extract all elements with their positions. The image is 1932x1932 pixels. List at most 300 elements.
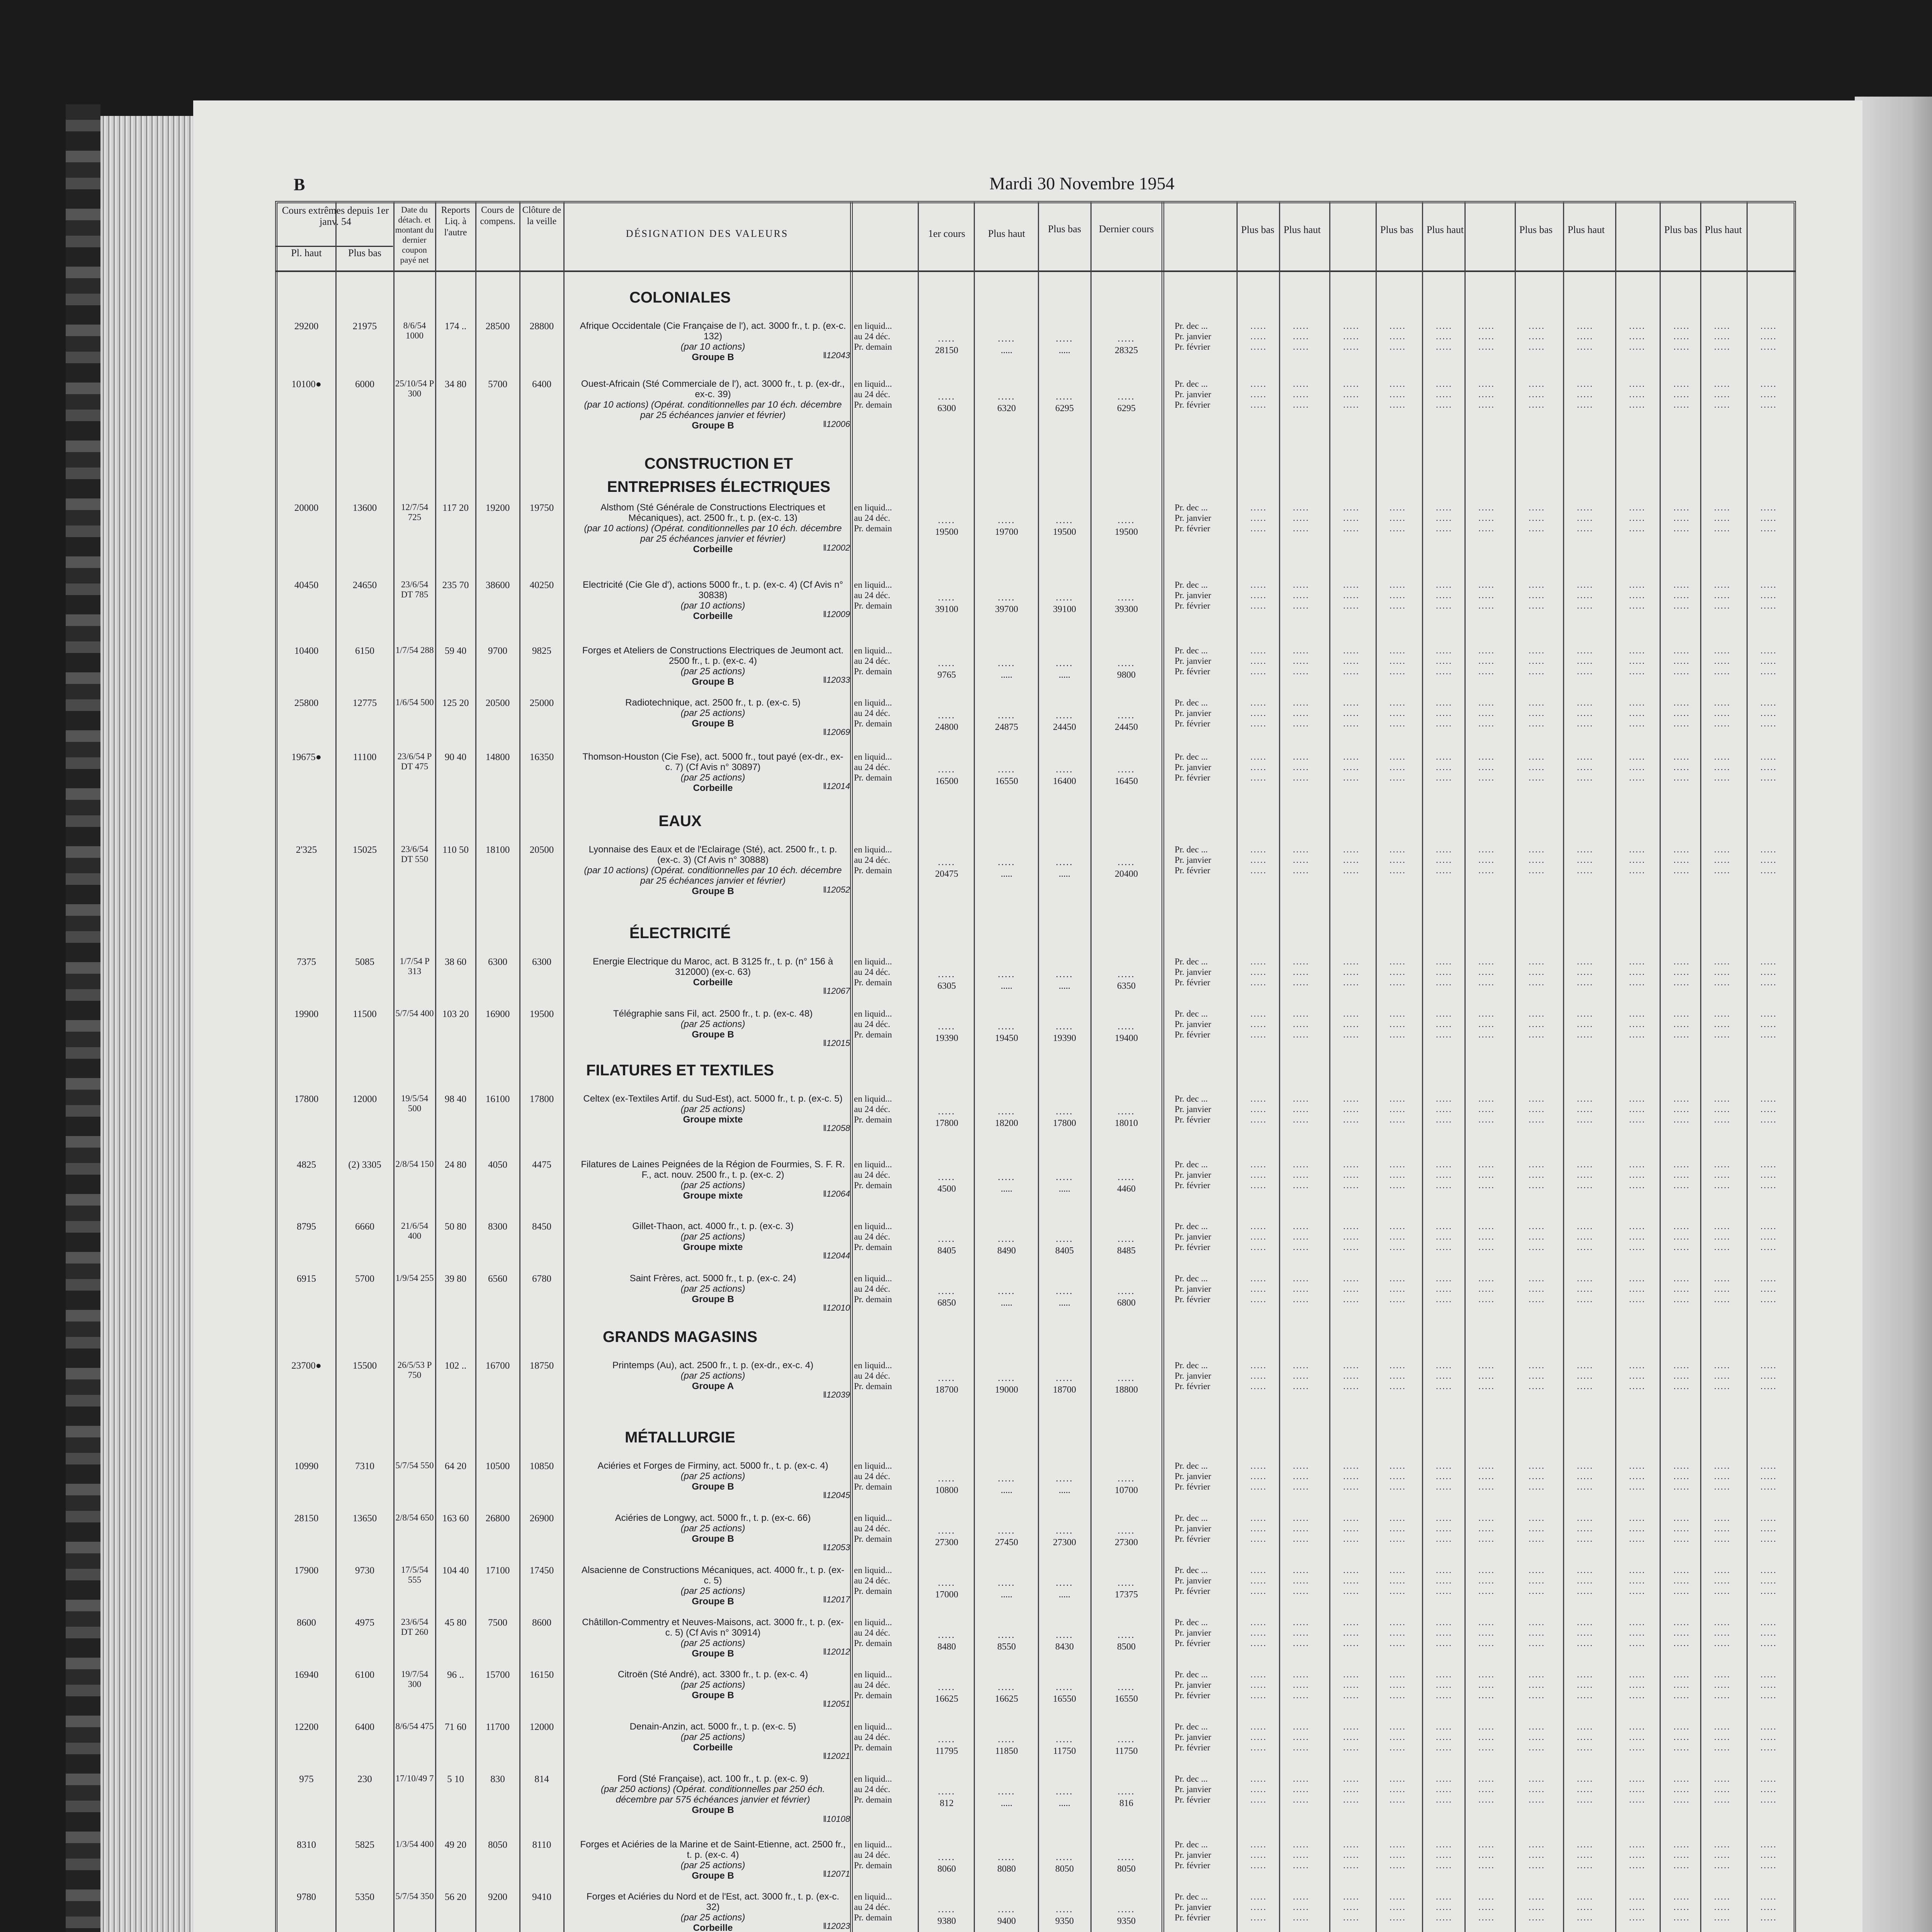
option-cell bbox=[1748, 1669, 1789, 1701]
option-cell bbox=[1565, 1094, 1605, 1125]
leader: ..... bbox=[998, 658, 1015, 668]
leader: ..... bbox=[1577, 1913, 1594, 1922]
leader: ..... bbox=[1436, 1180, 1452, 1190]
option-cell bbox=[1238, 752, 1279, 783]
lot-size: (par 25 actions) bbox=[680, 1471, 745, 1481]
option-cell bbox=[1238, 844, 1279, 876]
option-cell bbox=[1424, 1774, 1464, 1805]
phase-label: en liquid... bbox=[854, 1565, 892, 1575]
leader: ..... bbox=[1478, 866, 1495, 875]
leader: ..... bbox=[1293, 1180, 1310, 1190]
cell-coupon: 17/10/49 7 bbox=[395, 1774, 434, 1783]
cell-dernier-cours-value: 18800 bbox=[1115, 1385, 1138, 1395]
leader: ..... bbox=[1673, 1019, 1690, 1029]
option-cell bbox=[1331, 697, 1372, 729]
option-cell bbox=[1331, 1360, 1372, 1391]
cell-plus-haut bbox=[976, 969, 1037, 992]
leader: ..... bbox=[1250, 1576, 1267, 1585]
security-code: ‖12045 bbox=[823, 1490, 850, 1500]
leader: ..... bbox=[1714, 1680, 1731, 1690]
leader: ..... bbox=[1389, 1576, 1406, 1585]
leader: ..... bbox=[1577, 1170, 1594, 1180]
leader: ..... bbox=[1293, 667, 1310, 676]
leader: ..... bbox=[1529, 1482, 1545, 1492]
leader: ..... bbox=[1760, 1104, 1777, 1114]
leader: ..... bbox=[1293, 1381, 1310, 1391]
leader: ..... bbox=[1529, 1180, 1545, 1190]
leader: ..... bbox=[1343, 646, 1360, 655]
phase-label: Pr. demain bbox=[854, 1294, 892, 1304]
phase-label: Pr. demain bbox=[854, 601, 892, 611]
leader: ..... bbox=[1389, 1732, 1406, 1742]
cell-report: 125 20 bbox=[442, 698, 469, 708]
cell-premier-cours bbox=[920, 658, 974, 681]
leader: ..... bbox=[1577, 1892, 1594, 1901]
cell-dernier-cours-value: 27300 bbox=[1115, 1537, 1138, 1548]
leader: ..... bbox=[1673, 1170, 1690, 1180]
group: Corbeille bbox=[693, 611, 733, 621]
option-cell bbox=[1662, 321, 1702, 352]
option-cell bbox=[1238, 1565, 1279, 1596]
leader: ..... bbox=[1760, 698, 1777, 707]
phase-label: Pr. demain bbox=[854, 866, 892, 875]
leader: ..... bbox=[1250, 698, 1267, 707]
cell-pl-haut: 8795 bbox=[297, 1221, 316, 1232]
leader: ..... bbox=[1760, 1009, 1777, 1019]
leader: ..... bbox=[1577, 1180, 1594, 1190]
leader: ..... bbox=[1714, 503, 1731, 512]
phase-label: Pr. demain bbox=[854, 1586, 892, 1596]
designation bbox=[580, 645, 850, 687]
leader: ..... bbox=[1293, 1170, 1310, 1180]
leader: ..... bbox=[1760, 708, 1777, 718]
option-cell bbox=[1662, 1221, 1702, 1252]
leader: ..... bbox=[1389, 1774, 1406, 1784]
leader: ..... bbox=[1436, 1294, 1452, 1304]
leader: ..... bbox=[1389, 866, 1406, 875]
prime-label: Pr. février bbox=[1175, 1482, 1210, 1492]
prime-label: Pr. février bbox=[1175, 866, 1210, 875]
prime-label: Pr. janvier bbox=[1175, 1284, 1211, 1294]
option-cell bbox=[1702, 752, 1743, 783]
cell-plus-bas: 6100 bbox=[355, 1670, 374, 1680]
leader: ..... bbox=[1529, 978, 1545, 987]
option-cell bbox=[1238, 1721, 1279, 1753]
leader: ..... bbox=[938, 711, 956, 721]
leader: ..... bbox=[1343, 1892, 1360, 1901]
leader: ..... bbox=[1343, 1576, 1360, 1585]
leader: ..... bbox=[998, 1474, 1015, 1484]
option-cell bbox=[1748, 752, 1789, 783]
leader: ..... bbox=[1760, 1534, 1777, 1544]
leader: ..... bbox=[1250, 1274, 1267, 1283]
leader: ..... bbox=[1478, 1232, 1495, 1242]
leader: ..... bbox=[1056, 658, 1073, 668]
designation bbox=[580, 1774, 850, 1824]
leader: ..... bbox=[1629, 1009, 1646, 1019]
leader: ..... bbox=[1629, 1242, 1646, 1252]
leader: ..... bbox=[1714, 1180, 1731, 1190]
leader: ..... bbox=[998, 515, 1015, 526]
prime-label: Pr. dec ... bbox=[1175, 379, 1208, 389]
option-cell bbox=[1617, 1009, 1658, 1040]
prime-label: Pr. février bbox=[1175, 601, 1210, 611]
leader: ..... bbox=[1529, 1381, 1545, 1391]
leader: ..... bbox=[1529, 601, 1545, 611]
leader: ..... bbox=[1250, 1680, 1267, 1690]
option-cell bbox=[1617, 1839, 1658, 1871]
phase-label: au 24 déc. bbox=[854, 1680, 890, 1690]
cell-plus-haut-value: ..... bbox=[1001, 345, 1012, 355]
designation bbox=[580, 1461, 850, 1500]
leader: ..... bbox=[1056, 515, 1073, 526]
leader: ..... bbox=[998, 1787, 1015, 1797]
option-cell bbox=[1517, 1891, 1557, 1923]
cell-plus-haut-value: 8080 bbox=[997, 1864, 1016, 1874]
prime-labels bbox=[1175, 1891, 1233, 1923]
leader: ..... bbox=[1478, 1221, 1495, 1231]
option-cell bbox=[1424, 645, 1464, 677]
leader: ..... bbox=[1629, 667, 1646, 676]
leader: ..... bbox=[1293, 1232, 1310, 1242]
leader: ..... bbox=[1478, 1180, 1495, 1190]
leader: ..... bbox=[1760, 1524, 1777, 1533]
option-cell bbox=[1617, 645, 1658, 677]
leader: ..... bbox=[1389, 1482, 1406, 1492]
leader: ..... bbox=[1577, 1586, 1594, 1596]
cell-plus-bas-2 bbox=[1039, 1525, 1090, 1548]
option-cell bbox=[1702, 844, 1743, 876]
option-cell bbox=[1238, 321, 1279, 352]
security-code: ‖12043 bbox=[823, 350, 850, 360]
leader: ..... bbox=[1478, 1030, 1495, 1039]
option-cell bbox=[1748, 1159, 1789, 1190]
phase-labels bbox=[854, 580, 904, 611]
cell-cours-compens: 38600 bbox=[485, 580, 510, 590]
cell-coupon: 19/7/54 300 bbox=[401, 1669, 429, 1689]
leader: ..... bbox=[1389, 1030, 1406, 1039]
cell-premier-cours-value: 812 bbox=[940, 1798, 954, 1808]
leader: ..... bbox=[1673, 1902, 1690, 1912]
cell-dernier-cours-value: 18010 bbox=[1115, 1118, 1138, 1128]
leader: ..... bbox=[1436, 1913, 1452, 1922]
leader: ..... bbox=[1577, 762, 1594, 772]
security-name: Thomson-Houston (Cie Fse), act. 5000 fr., tout payé (ex-dr., ex-c. 7) (Cf Avis n° 30897) bbox=[582, 752, 844, 772]
leader: ..... bbox=[1117, 1022, 1135, 1032]
option-cell bbox=[1662, 1159, 1702, 1190]
leader: ..... bbox=[1673, 1913, 1690, 1922]
cell-plus-bas-2-value: 18700 bbox=[1053, 1385, 1076, 1395]
option-cell bbox=[1748, 645, 1789, 677]
leader: ..... bbox=[1250, 389, 1267, 399]
security-code: ‖12039 bbox=[823, 1390, 850, 1400]
leader: ..... bbox=[1293, 513, 1310, 523]
leader: ..... bbox=[1529, 667, 1545, 676]
leader: ..... bbox=[1436, 1242, 1452, 1252]
leader: ..... bbox=[1436, 580, 1452, 590]
cell-premier-cours bbox=[920, 1372, 974, 1396]
section-title: FILATURES ET TEXTILES bbox=[586, 1062, 774, 1079]
leader: ..... bbox=[1250, 1892, 1267, 1901]
col-plus-bas: Plus bas bbox=[348, 247, 381, 259]
col-premier-cours: 1er cours bbox=[928, 228, 965, 239]
cell-pl-haut: 8310 bbox=[297, 1840, 316, 1850]
leader: ..... bbox=[938, 593, 956, 603]
cell-coupon: 23/6/54 P DT 475 bbox=[397, 752, 432, 771]
leader: ..... bbox=[1343, 752, 1360, 762]
leader: ..... bbox=[1478, 1115, 1495, 1124]
security-code: ‖12071 bbox=[823, 1869, 850, 1879]
leader: ..... bbox=[1293, 342, 1310, 352]
cell-dernier-cours bbox=[1092, 1734, 1161, 1757]
option-cell bbox=[1517, 321, 1557, 352]
leader: ..... bbox=[1389, 1160, 1406, 1169]
leader: ..... bbox=[938, 1682, 956, 1692]
option-cell bbox=[1424, 697, 1464, 729]
cell-plus-bas: 11500 bbox=[353, 1009, 377, 1019]
phase-label: Pr. demain bbox=[854, 524, 892, 533]
designation bbox=[580, 1221, 850, 1260]
phase-labels bbox=[854, 956, 904, 988]
phase-label: Pr. demain bbox=[854, 1242, 892, 1252]
leader: ..... bbox=[1714, 601, 1731, 611]
option-cell bbox=[1748, 1360, 1789, 1391]
cell-coupon: 17/5/54 555 bbox=[401, 1565, 429, 1585]
leader: ..... bbox=[998, 969, 1015, 980]
leader: ..... bbox=[1056, 711, 1073, 721]
cell-dernier-cours bbox=[1092, 1904, 1161, 1927]
prime-label: Pr. janvier bbox=[1175, 590, 1211, 600]
leader: ..... bbox=[1714, 773, 1731, 782]
leader: ..... bbox=[1343, 1180, 1360, 1190]
leader: ..... bbox=[1436, 855, 1452, 865]
leader: ..... bbox=[1117, 1578, 1135, 1588]
leader: ..... bbox=[1760, 646, 1777, 655]
leader: ..... bbox=[1478, 1861, 1495, 1870]
cell-cours-compens: 19200 bbox=[485, 503, 510, 513]
security-name: Forges et Ateliers de Constructions Electriques de Jeumont act. 2500 fr., t. p. (ex-c. 4) bbox=[582, 645, 844, 666]
leader: ..... bbox=[1577, 1513, 1594, 1523]
prime-label: Pr. janvier bbox=[1175, 1784, 1211, 1794]
cell-cloture: 19500 bbox=[529, 1009, 554, 1019]
option-cell bbox=[1331, 1839, 1372, 1871]
lot-size: (par 25 actions) bbox=[680, 1284, 745, 1294]
leader: ..... bbox=[1629, 656, 1646, 666]
leader: ..... bbox=[1117, 1735, 1135, 1745]
option-cell bbox=[1662, 1774, 1702, 1805]
cell-plus-haut-value: 18200 bbox=[995, 1118, 1018, 1128]
phase-label: en liquid... bbox=[854, 1840, 892, 1849]
leader: ..... bbox=[1293, 646, 1310, 655]
leader: ..... bbox=[1117, 1787, 1135, 1797]
option-cell bbox=[1617, 1617, 1658, 1648]
table-row bbox=[0, 1273, 1932, 1339]
phase-label: Pr. demain bbox=[854, 1115, 892, 1124]
leader: ..... bbox=[1478, 1784, 1495, 1794]
leader: ..... bbox=[1436, 601, 1452, 611]
leader: ..... bbox=[1760, 503, 1777, 512]
leader: ..... bbox=[1293, 601, 1310, 611]
leader: ..... bbox=[1760, 513, 1777, 523]
leader: ..... bbox=[1577, 1722, 1594, 1731]
leader: ..... bbox=[1436, 1019, 1452, 1029]
cell-report: 174 .. bbox=[444, 321, 467, 332]
option-cell bbox=[1617, 697, 1658, 729]
leader: ..... bbox=[1343, 957, 1360, 966]
leader: ..... bbox=[1389, 1902, 1406, 1912]
phase-label: en liquid... bbox=[854, 1221, 892, 1231]
option-cell bbox=[1702, 1221, 1743, 1252]
cell-coupon: 8/6/54 1000 bbox=[403, 321, 426, 340]
cell-dernier-cours bbox=[1092, 1577, 1161, 1600]
group: Groupe B bbox=[692, 1871, 734, 1881]
leader: ..... bbox=[1673, 1774, 1690, 1784]
leader: ..... bbox=[1714, 1861, 1731, 1870]
leader: ..... bbox=[1629, 1471, 1646, 1481]
option-cell bbox=[1378, 1360, 1418, 1391]
leader: ..... bbox=[1343, 1009, 1360, 1019]
leader: ..... bbox=[1714, 379, 1731, 389]
cell-report: 110 50 bbox=[442, 845, 469, 855]
option-cell bbox=[1424, 1159, 1464, 1190]
leader: ..... bbox=[1343, 1913, 1360, 1922]
leader: ..... bbox=[1293, 1009, 1310, 1019]
leader: ..... bbox=[1478, 1638, 1495, 1648]
prime-label: Pr. février bbox=[1175, 342, 1210, 352]
phase-labels bbox=[854, 1565, 904, 1596]
cell-cloture: 8450 bbox=[532, 1221, 551, 1232]
phase-label: Pr. demain bbox=[854, 1795, 892, 1804]
leader: ..... bbox=[1673, 1722, 1690, 1731]
option-cell bbox=[1424, 1839, 1464, 1871]
leader: ..... bbox=[1436, 762, 1452, 772]
cell-plus-bas: 230 bbox=[357, 1774, 372, 1784]
cell-cours-compens: 8050 bbox=[488, 1840, 507, 1850]
cell-plus-bas-2-value: ..... bbox=[1059, 1184, 1070, 1194]
leader: ..... bbox=[938, 1787, 956, 1797]
leader: ..... bbox=[1056, 392, 1073, 402]
cell-cloture: 6400 bbox=[532, 379, 551, 389]
leader: ..... bbox=[1436, 1094, 1452, 1104]
option-cell bbox=[1662, 752, 1702, 783]
cell-plus-haut bbox=[976, 1577, 1037, 1600]
leader: ..... bbox=[938, 1234, 956, 1244]
cell-plus-bas-2-value: 24450 bbox=[1053, 722, 1076, 732]
option-cell bbox=[1281, 956, 1321, 988]
leader: ..... bbox=[1389, 1094, 1406, 1104]
leader: ..... bbox=[1529, 1850, 1545, 1860]
prime-label: Pr. dec ... bbox=[1175, 1361, 1208, 1370]
leader: ..... bbox=[1714, 967, 1731, 977]
cell-cours-compens: 9700 bbox=[488, 646, 507, 656]
leader: ..... bbox=[1250, 845, 1267, 854]
cell-plus-bas-2-value: 6295 bbox=[1055, 403, 1074, 413]
option-cell bbox=[1748, 956, 1789, 988]
leader: ..... bbox=[1343, 389, 1360, 399]
leader: ..... bbox=[1760, 855, 1777, 865]
leader: ..... bbox=[1714, 1524, 1731, 1533]
leader: ..... bbox=[1577, 1840, 1594, 1849]
cell-plus-bas-2 bbox=[1039, 1473, 1090, 1496]
leader: ..... bbox=[1529, 389, 1545, 399]
cell-plus-bas-2 bbox=[1039, 1286, 1090, 1309]
leader: ..... bbox=[1577, 601, 1594, 611]
leader: ..... bbox=[1389, 957, 1406, 966]
cell-plus-bas-2 bbox=[1039, 710, 1090, 733]
leader: ..... bbox=[1436, 1670, 1452, 1679]
phase-labels bbox=[854, 1669, 904, 1701]
cell-premier-cours-value: 27300 bbox=[935, 1537, 958, 1548]
leader: ..... bbox=[1673, 1680, 1690, 1690]
cell-dernier-cours-value: 9350 bbox=[1117, 1916, 1136, 1926]
leader: ..... bbox=[1436, 1104, 1452, 1114]
leader: ..... bbox=[1343, 1461, 1360, 1471]
cell-cloture: 8110 bbox=[532, 1840, 551, 1850]
option-cell bbox=[1662, 1513, 1702, 1544]
leader: ..... bbox=[1714, 1094, 1731, 1104]
cell-pl-haut: 8600 bbox=[297, 1617, 316, 1628]
leader: ..... bbox=[1529, 1628, 1545, 1638]
leader: ..... bbox=[1478, 1471, 1495, 1481]
cell-plus-bas: 15500 bbox=[352, 1361, 377, 1371]
leader: ..... bbox=[1436, 957, 1452, 966]
leader: ..... bbox=[1577, 1576, 1594, 1585]
phase-label: en liquid... bbox=[854, 845, 892, 854]
option-cell bbox=[1466, 580, 1507, 611]
cell-report: 24 80 bbox=[444, 1160, 467, 1170]
leader: ..... bbox=[938, 658, 956, 668]
leader: ..... bbox=[1673, 845, 1690, 854]
leader: ..... bbox=[1436, 1586, 1452, 1596]
option-cell bbox=[1702, 379, 1743, 410]
leader: ..... bbox=[1577, 1361, 1594, 1370]
option-cell bbox=[1331, 1565, 1372, 1596]
option-cell bbox=[1565, 502, 1605, 534]
leader: ..... bbox=[1714, 1381, 1731, 1391]
option-cell bbox=[1748, 697, 1789, 729]
leader: ..... bbox=[1478, 719, 1495, 728]
leader: ..... bbox=[1250, 1471, 1267, 1481]
leader: ..... bbox=[1629, 1680, 1646, 1690]
security-name: Télégraphie sans Fil, act. 2500 fr., t. p. (ex-c. 48) bbox=[613, 1009, 813, 1019]
leader: ..... bbox=[1577, 1232, 1594, 1242]
prime-label: Pr. février bbox=[1175, 524, 1210, 533]
leader: ..... bbox=[1250, 1461, 1267, 1471]
cell-plus-bas: 6150 bbox=[355, 646, 374, 656]
leader: ..... bbox=[1436, 1274, 1452, 1283]
option-cell bbox=[1424, 1273, 1464, 1304]
leader: ..... bbox=[1529, 1371, 1545, 1381]
security-name: Aciéries de Longwy, act. 5000 fr., t. p. (ex-c. 66) bbox=[615, 1513, 811, 1523]
option-cell bbox=[1331, 580, 1372, 611]
option-cell bbox=[1662, 1669, 1702, 1701]
leader: ..... bbox=[1436, 1513, 1452, 1523]
cell-plus-haut bbox=[976, 592, 1037, 615]
prime-labels bbox=[1175, 1360, 1233, 1391]
phase-label: Pr. demain bbox=[854, 1913, 892, 1922]
leader: ..... bbox=[1389, 580, 1406, 590]
leader: ..... bbox=[1529, 1680, 1545, 1690]
leader: ..... bbox=[1436, 1170, 1452, 1180]
option-cell bbox=[1424, 1221, 1464, 1252]
phase-label: au 24 déc. bbox=[854, 1284, 890, 1294]
cell-coupon: 5/7/54 550 bbox=[395, 1461, 434, 1470]
leader: ..... bbox=[938, 334, 956, 344]
lot-size: (par 10 actions) bbox=[680, 342, 745, 352]
security-code: ‖12012 bbox=[823, 1647, 850, 1656]
cell-pl-haut: 7375 bbox=[297, 957, 316, 967]
prime-label: Pr. février bbox=[1175, 1743, 1210, 1752]
